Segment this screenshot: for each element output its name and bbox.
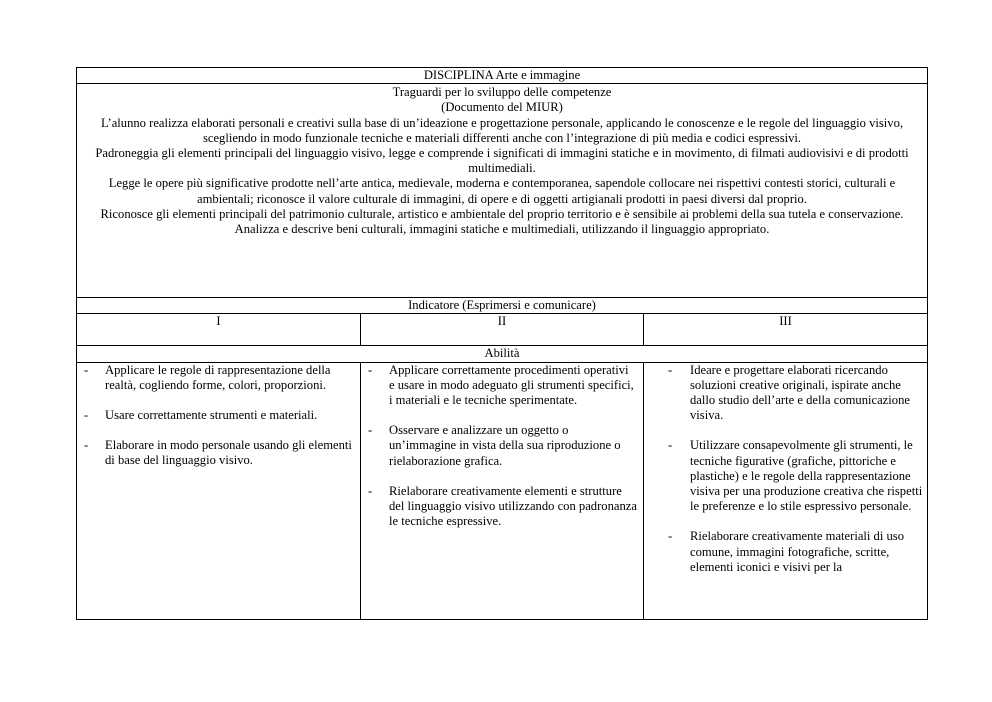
curriculum-page [76,67,927,620]
traguardi-line: Analizza e descrive beni culturali, immagini statiche e multimediali, utilizzando il linguaggio appropriato. [234,222,770,237]
skill-item: - Osservare e analizzare un oggetto o un’immagine in vista della sua riproduzione o rielaborazione grafica. [389,423,637,469]
level-ii-header: II [361,314,644,346]
skills-list [77,363,360,469]
traguardi-line: L’alunno realizza elaborati personali e creativi sulla base di un’ideazione e progettazione personale, applicando le conoscenze e le regole del linguaggio visivo, scegliendo in modo funzionale tecniche e materiali differenti anche con l’integrazione di più media e codici espressivi. [100,115,904,145]
skill-item: - Rielaborare creativamente elementi e strutture del linguaggio visivo utilizzando con padronanza le tecniche espressive. [389,484,637,530]
level-iii-header: III [644,314,928,346]
skill-item: - Applicare le regole di rappresentazione della realtà, cogliendo forme, colori, proporzioni. [105,363,354,393]
traguardi-cell [77,84,928,298]
skill-item: - Rielaborare creativamente materiali di uso comune, immagini fotografiche, scritte, elementi iconici e visivi per la [690,529,923,575]
traguardi-line: Padroneggia gli elementi principali del linguaggio visivo, legge e comprende i significati di immagini statiche e in movimento, di filmati audiovisivi e di prodotti multimediali. [95,146,909,176]
abilita-header: Abilità [77,346,928,362]
traguardi-line: Legge le opere più significative prodotte nell’arte antica, medievale, moderna e contemporanea, sapendole collocare nei rispettivi contesti storici, culturali e ambientali; riconosce il valore culturale di immagini, di opere e di oggetti artigianali prodotti in paesi diversi dal proprio. [108,176,896,206]
skill-item: - Ideare e progettare elaborati ricercando soluzioni creative originali, ispirate anche dallo studio dell’arte e della comunicazione visiva. [690,363,923,424]
indicatore-header: Indicatore (Esprimersi e comunicare) [77,298,928,314]
skill-item: - Applicare correttamente procedimenti operativi e usare in modo adeguato gli strumenti specifici, i materiali e le tecniche sperimentate. [389,363,637,409]
level-i-skills [77,362,361,619]
skill-item: - Utilizzare consapevolmente gli strumenti, le tecniche figurative (grafiche, pittoriche e plastiche) e le regole della rappresentazione visiva per una produzione creativa che rispetti le preferenze e lo stile espressivo personale. [690,438,923,514]
curriculum-table [76,67,928,620]
skill-item: - Elaborare in modo personale usando gli elementi di base del linguaggio visivo. [105,438,354,468]
traguardi-heading: Traguardi per lo sviluppo delle competenze [392,85,612,100]
skill-item: - Usare correttamente strumenti e materiali. [105,408,354,423]
traguardi-line: Riconosce gli elementi principali del patrimonio culturale, artistico e ambientale del proprio territorio e è sensibile ai problemi della sua tutela e conservazione. [100,206,904,221]
level-ii-skills [361,362,644,619]
skills-list [644,363,927,575]
skills-list [361,363,643,530]
level-iii-skills [644,362,928,619]
discipline-title: DISCIPLINA Arte e immagine [77,68,928,84]
traguardi-source: (Documento del MIUR) [441,100,563,115]
level-i-header: I [77,314,361,346]
